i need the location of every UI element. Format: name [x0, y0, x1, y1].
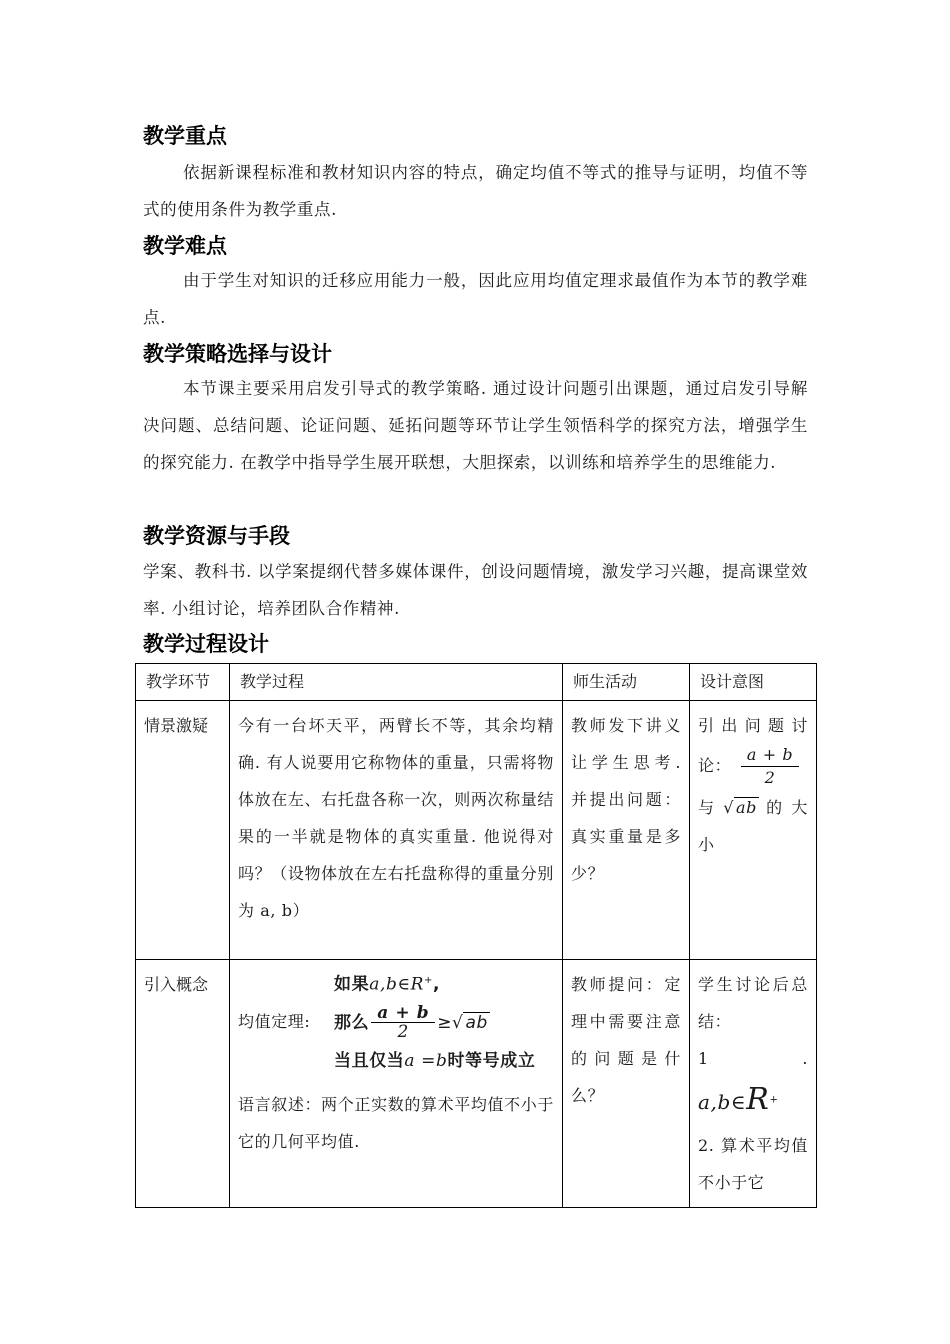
heading-difficulty: 教学难点 — [143, 234, 227, 258]
intent-prefix: 引出问题讨论： — [698, 716, 808, 775]
fraction-numerator: a + b — [741, 744, 799, 767]
paragraph-difficulty: 由于学生对知识的迁移应用能力一般，因此应用均值定理求最值作为本节的教学难点. — [143, 271, 808, 327]
theorem-line-1 — [334, 962, 535, 1004]
heading-strategy: 教学策略选择与设计 — [143, 342, 332, 366]
cell-process — [230, 960, 563, 1208]
theorem-label: 均值定理: — [238, 1012, 311, 1031]
intent-and: 与 — [698, 798, 717, 817]
cell-stage: 引入概念 — [136, 960, 230, 1208]
cell-stage: 情景激疑 — [136, 701, 230, 960]
theorem-then: 那么 — [334, 1012, 370, 1033]
cell-activity: 教师发下讲义让学生思考. 并提出问题：真实重量是多少？ — [563, 701, 690, 960]
cell-process: 今有一台坏天平，两臂长不等，其余均精确. 有人说要用它称物体的重量，只需将物体放在左、右托盘各称一次，则两次称量结果的一半就是物体的真实重量. 他说得对吗？（设物体放在左右托盘称得的重量分别为 a, b） — [230, 701, 563, 960]
intent-vars: a,b∈ — [698, 1090, 747, 1114]
intent-item-2: 2. 算术平均值不小于它 — [698, 1136, 808, 1192]
theorem-equality: a =b — [404, 1050, 448, 1071]
intent-item-1 — [698, 1040, 808, 1077]
heading-resources: 教学资源与手段 — [143, 524, 290, 548]
sqrt-radicand: ab — [736, 798, 758, 817]
header-intent: 设计意图 — [690, 664, 817, 701]
intent-suffix: 的 大小 — [698, 798, 808, 854]
intent-set: R — [746, 1082, 770, 1117]
theorem-ge: ≥ — [437, 1012, 453, 1033]
cell-intent — [690, 701, 817, 960]
header-activity: 师生活动 — [563, 664, 690, 701]
table-row — [136, 960, 817, 1208]
paragraph-resources: 学案、教科书. 以学案提纲代替多媒体课件，创设问题情境，激发学习兴趣，提高课堂效率. 小组讨论，培养团队合作精神. — [143, 562, 808, 618]
cell-activity: 教师提问：定理中需要注意的问题是什么？ — [563, 960, 690, 1208]
intent-dot: . — [802, 1049, 808, 1068]
theorem-fraction-numerator: a + b — [371, 1004, 435, 1023]
theorem-sqrt: √ ab — [452, 1012, 488, 1033]
paragraph-focus: 依据新课程标准和教材知识内容的特点，确定均值不等式的推导与证明，均值不等式的使用条件为教学重点. — [143, 163, 808, 219]
language-statement: 语言叙述：两个正实数的算术平均值不小于它的几何平均值. — [238, 1095, 554, 1151]
intent-set-sup: + — [769, 1094, 779, 1106]
fraction-a-plus-b-over-2 — [741, 744, 799, 789]
heading-focus: 教学重点 — [143, 124, 227, 148]
fraction-denominator: 2 — [764, 768, 776, 787]
paragraph-strategy: 本节课主要采用启发引导式的教学策略. 通过设计问题引出课题，通过启发引导解决问题、总结问题、论证问题、延拓问题等环节让学生领悟科学的探究方法，增强学生的探究能力. 在教学中指导学生展开联想，大胆探索，以训练和培养学生的思维能力. — [143, 379, 808, 472]
theorem-line-3 — [334, 1042, 535, 1080]
theorem-sqrt-radicand: ab — [465, 1012, 488, 1033]
sqrt-ab: √ ab — [723, 798, 758, 817]
cell-intent — [690, 960, 817, 1208]
intent-math — [698, 1077, 808, 1127]
intent-summary: 学生讨论后总结： — [698, 975, 808, 1031]
table-header-row — [136, 664, 817, 701]
table-row — [136, 701, 817, 960]
theorem-if: 如果 — [334, 974, 370, 995]
theorem-equality-suffix: 时等号成立 — [447, 1050, 536, 1071]
process-table — [135, 663, 817, 1208]
theorem-block — [238, 966, 554, 1086]
intent-number: 1 — [698, 1049, 709, 1068]
theorem-set: R — [410, 974, 425, 995]
heading-process: 教学过程设计 — [143, 632, 269, 656]
header-process: 教学过程 — [230, 664, 563, 701]
theorem-vars: a,b∈ — [369, 974, 411, 995]
theorem-line-2 — [334, 1004, 535, 1042]
theorem-iff: 当且仅当 — [334, 1050, 405, 1071]
theorem-set-sup: + — [424, 975, 433, 986]
theorem-fraction — [371, 1004, 435, 1041]
header-stage: 教学环节 — [136, 664, 230, 701]
theorem-fraction-denominator: 2 — [397, 1022, 409, 1043]
theorem-statement — [334, 962, 535, 1080]
theorem-comma: , — [433, 974, 441, 995]
